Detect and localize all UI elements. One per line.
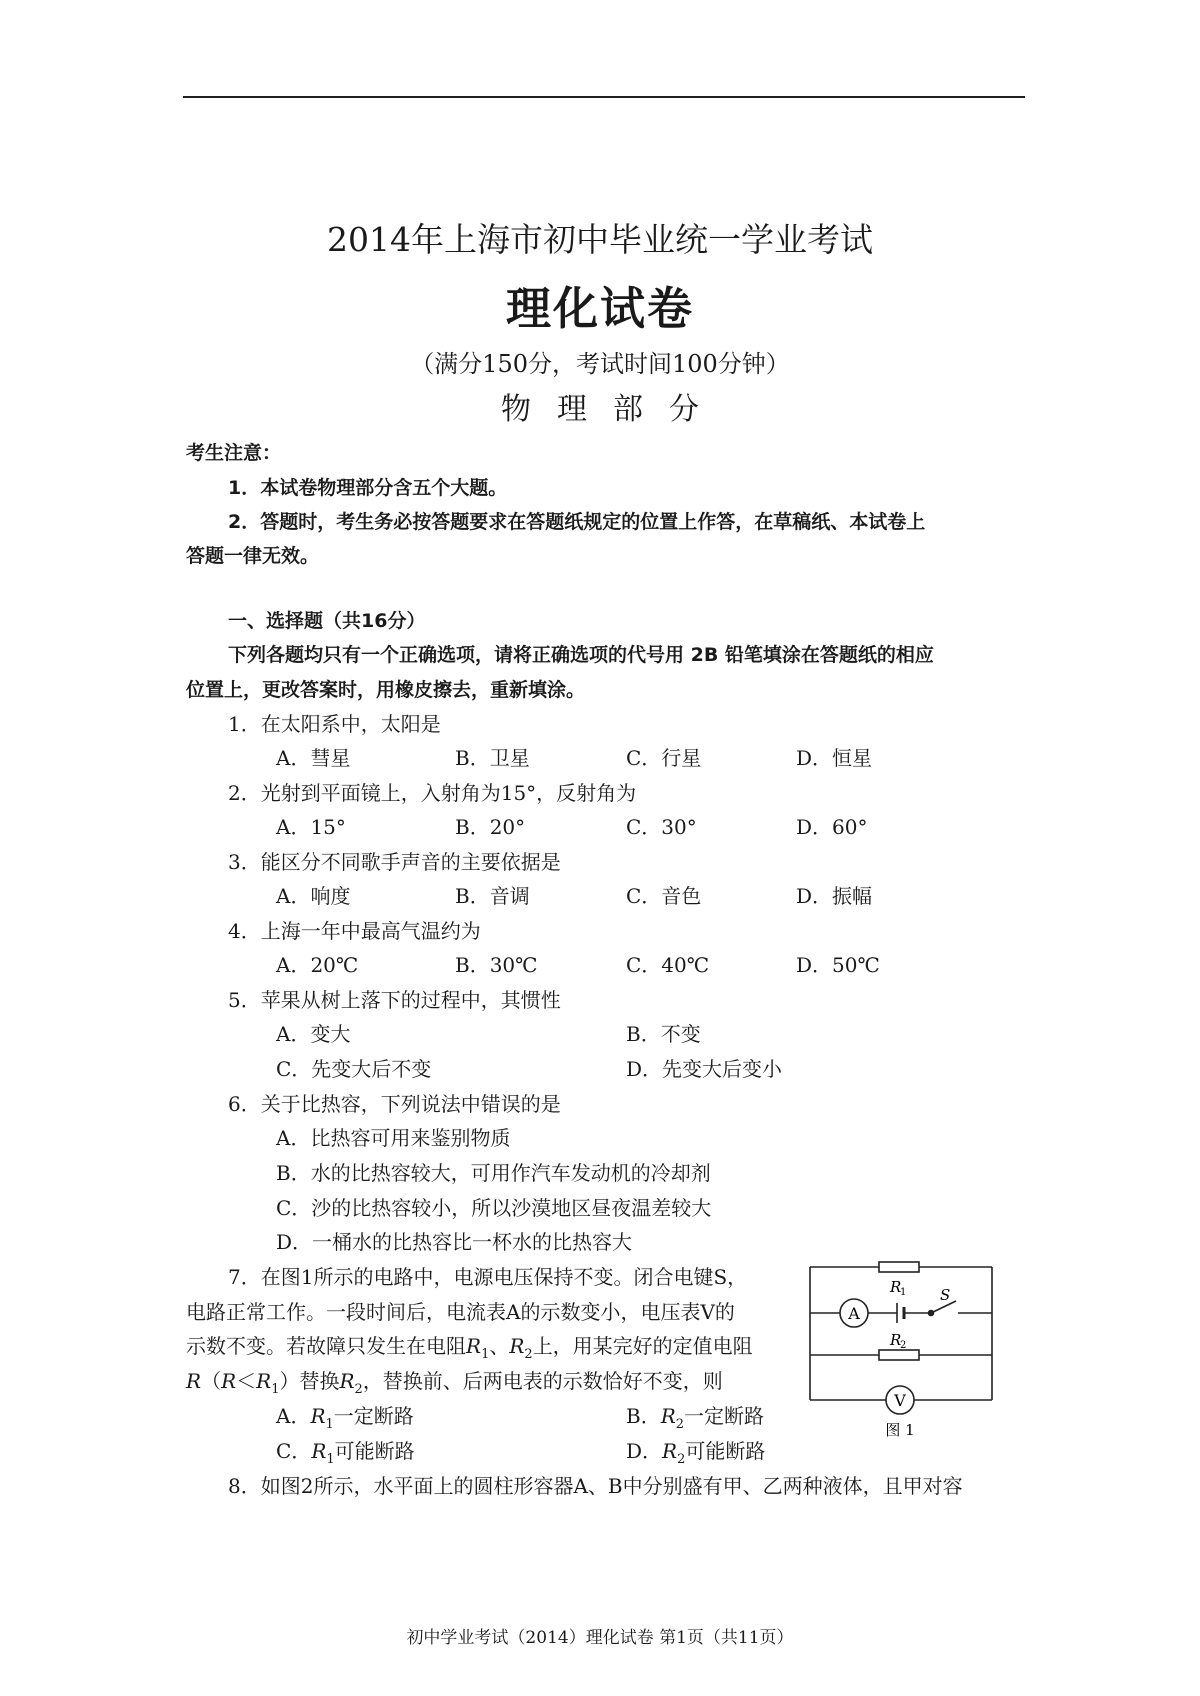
- q7-text: 示数不变。若故障只发生在电阻: [186, 1334, 466, 1358]
- option-sub: 1: [326, 1452, 335, 1467]
- q7-sub: 2: [524, 1347, 533, 1362]
- option-text: 一定断路: [684, 1404, 765, 1428]
- part1-instruction-line-2: 位置上，更改答案时，用橡皮擦去，重新填涂。: [186, 679, 586, 701]
- question-7-option-d: [626, 1435, 765, 1467]
- option-letter: D．: [626, 1439, 663, 1463]
- q7-var: R: [221, 1369, 237, 1393]
- r1-label-var: R: [890, 1278, 902, 1296]
- notice-heading: 考生注意：: [186, 442, 282, 464]
- page-footer: 初中学业考试（2014）理化试卷 第1页（共11页）: [406, 1628, 794, 1648]
- voltmeter-label: V: [894, 1391, 906, 1410]
- question-4-option-d: D．50℃: [796, 953, 880, 977]
- notice-item-2-line-2: 答题一律无效。: [186, 545, 320, 567]
- switch-label: S: [940, 1286, 951, 1304]
- option-var: R: [311, 1439, 327, 1463]
- option-var: R: [310, 1404, 326, 1428]
- r2-label-var: R: [890, 1331, 902, 1349]
- q7-text: 上，用某完好的定值电阻: [532, 1334, 753, 1358]
- question-5-option-a: A．变大: [276, 1022, 351, 1046]
- question-7-line-4: [186, 1365, 723, 1397]
- option-sub: 2: [675, 1417, 685, 1432]
- question-2-stem: 2．光射到平面镜上，入射角为15°，反射角为: [228, 781, 637, 805]
- ammeter-label: A: [848, 1304, 860, 1323]
- option-sub: 1: [325, 1417, 334, 1432]
- top-rule: [183, 96, 1025, 98]
- q7-var: R: [186, 1369, 202, 1393]
- option-var: R: [662, 1439, 678, 1463]
- question-4-option-b: B．30℃: [455, 953, 538, 977]
- question-3-option-b: B．音调: [455, 884, 530, 908]
- option-text: 一定断路: [333, 1404, 414, 1428]
- option-sub: 2: [677, 1452, 686, 1467]
- paper-title: 理化试卷: [505, 282, 694, 335]
- question-4-option-c: C．40℃: [626, 953, 710, 977]
- score-info: （满分150分，考试时间100分钟）: [410, 350, 790, 378]
- question-5-option-c: C．先变大后不变: [276, 1057, 432, 1081]
- question-2-option-d: D．60°: [796, 815, 868, 839]
- question-2-option-c: C．30°: [626, 815, 697, 839]
- question-6-option-d: D．一桶水的比热容比一杯水的比热容大: [276, 1230, 633, 1254]
- notice-item-1: 1．本试卷物理部分含五个大题。: [228, 477, 508, 499]
- q7-text: ＜: [236, 1369, 257, 1393]
- question-1-stem: 1．在太阳系中，太阳是: [228, 712, 441, 736]
- question-4-stem: 4．上海一年中最高气温约为: [228, 919, 481, 943]
- q7-text: 、: [489, 1334, 510, 1358]
- question-6-option-c: C．沙的比热容较小，所以沙漠地区昼夜温差较大: [276, 1196, 712, 1220]
- question-5-option-d: D．先变大后变小: [626, 1057, 783, 1081]
- question-7-option-a: [276, 1400, 414, 1432]
- q7-sub: 2: [354, 1382, 363, 1397]
- option-var: R: [660, 1404, 676, 1428]
- option-letter: B．: [626, 1404, 661, 1428]
- question-4-option-a: A．20℃: [276, 953, 359, 977]
- q7-var: R: [339, 1369, 355, 1393]
- r2-label-sub: 2: [900, 1340, 907, 1351]
- question-2-option-a: A．15°: [276, 815, 346, 839]
- q7-var: R: [509, 1334, 525, 1358]
- q7-var: R: [256, 1369, 272, 1393]
- question-6-option-b: B．水的比热容较大，可用作汽车发动机的冷却剂: [276, 1161, 711, 1185]
- notice-item-2-line-1: 2．答题时，考生务必按答题要求在答题纸规定的位置上作答，在草稿纸、本试卷上: [228, 511, 926, 533]
- question-1-option-c: C．行星: [626, 746, 702, 770]
- question-7-option-b: [626, 1400, 764, 1432]
- q7-var: R: [466, 1334, 482, 1358]
- resistor-r1: [879, 1262, 919, 1272]
- q7-sub: 1: [481, 1347, 490, 1362]
- section-title: 物理部分: [501, 392, 725, 427]
- question-6-option-a: A．比热容可用来鉴别物质: [276, 1126, 511, 1150]
- resistor-r2: [879, 1350, 919, 1360]
- question-8-line-1: 8．如图2所示，水平面上的圆柱形容器A、B中分别盛有甲、乙两种液体，且甲对容: [228, 1474, 963, 1498]
- question-7-line-2: 电路正常工作。一段时间后，电流表A的示数变小，电压表V的: [186, 1300, 735, 1324]
- q7-text: ，替换前、后两电表的示数恰好不变，则: [362, 1369, 723, 1393]
- option-letter: C．: [276, 1439, 312, 1463]
- part1-heading: 一、选择题（共16分）: [228, 610, 426, 632]
- question-2-option-b: B．20°: [455, 815, 526, 839]
- question-5-stem: 5．苹果从树上落下的过程中，其惯性: [228, 988, 561, 1012]
- option-text: 可能断路: [685, 1439, 766, 1463]
- question-7-option-c: [276, 1435, 415, 1467]
- question-3-stem: 3．能区分不同歌手声音的主要依据是: [228, 850, 561, 874]
- figure-1-caption: 图 1: [885, 1421, 915, 1439]
- q7-text: （: [201, 1369, 222, 1393]
- question-1-option-b: B．卫星: [455, 746, 530, 770]
- option-letter: A．: [276, 1404, 311, 1428]
- option-text: 可能断路: [334, 1439, 415, 1463]
- q7-sub: 1: [271, 1382, 280, 1397]
- figure-1-circuit: [800, 1245, 1000, 1445]
- question-3-option-a: A．响度: [276, 884, 351, 908]
- part1-instruction-line-1: 下列各题均只有一个正确选项，请将正确选项的代号用 2B 铅笔填涂在答题纸的相应: [228, 644, 934, 666]
- question-7-line-1: 7．在图1所示的电路中，电源电压保持不变。闭合电键S，: [228, 1265, 748, 1289]
- question-5-option-b: B．不变: [626, 1022, 701, 1046]
- exam-title: 2014年上海市初中毕业统一学业考试: [327, 220, 873, 259]
- question-3-option-d: D．振幅: [796, 884, 873, 908]
- question-3-option-c: C．音色: [626, 884, 702, 908]
- question-6-stem: 6．关于比热容，下列说法中错误的是: [228, 1092, 561, 1116]
- question-1-option-a: A．彗星: [276, 746, 351, 770]
- question-7-line-3: [186, 1330, 753, 1362]
- r1-label-sub: 1: [900, 1287, 907, 1298]
- q7-text: ）替换: [279, 1369, 340, 1393]
- question-1-option-d: D．恒星: [796, 746, 873, 770]
